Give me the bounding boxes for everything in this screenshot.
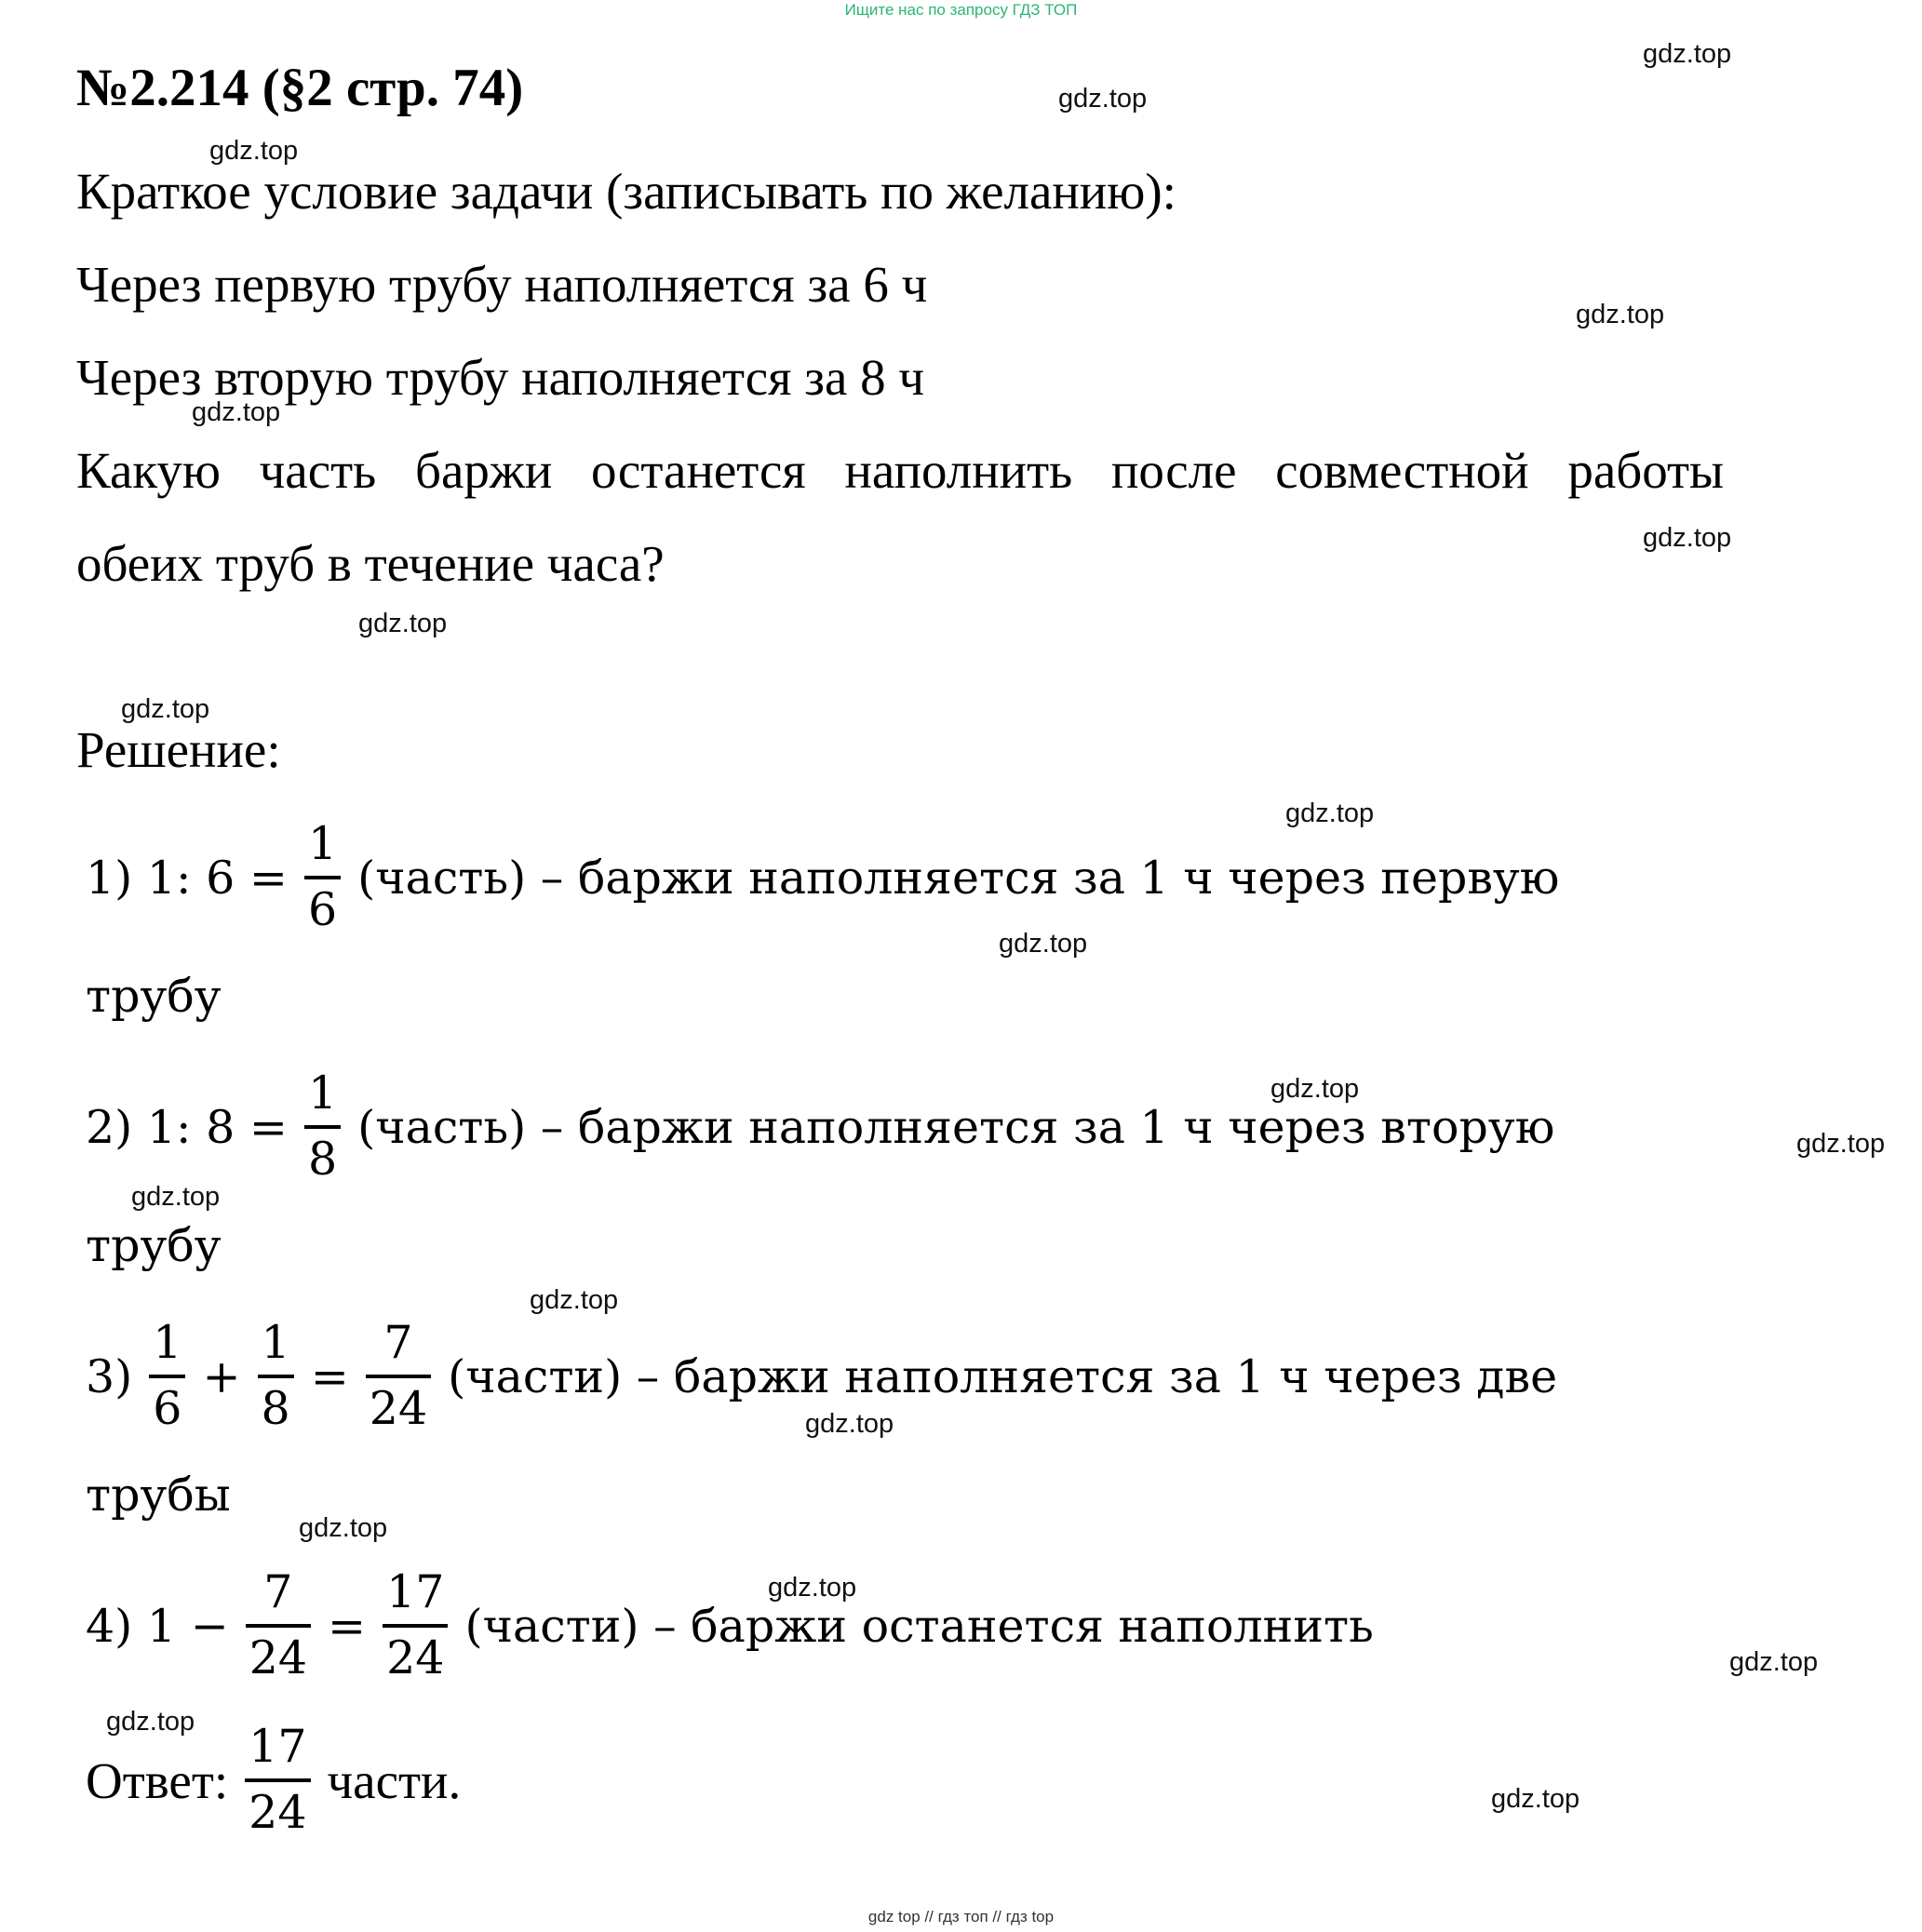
watermark: gdz.top: [530, 1285, 619, 1315]
step-4-fraction-a: [246, 1567, 311, 1684]
step-3-equals: =: [310, 1349, 349, 1403]
solution-step-4: [76, 1556, 1383, 1696]
solution-heading: Решение:: [76, 721, 281, 778]
step-2-denominator: 8: [304, 1125, 341, 1186]
step-3-cont-text: трубы: [86, 1468, 231, 1522]
step-1-cont-text: трубу: [86, 969, 222, 1023]
watermark: gdz.top: [1270, 1074, 1360, 1104]
step-4-equals: =: [328, 1599, 367, 1653]
watermark: gdz.top: [1729, 1647, 1819, 1677]
watermark: gdz.top: [1796, 1129, 1886, 1159]
condition-question-1: Какую часть баржи останется наполнить после совместной работы: [76, 442, 1724, 499]
answer-label: Ответ:: [86, 1751, 229, 1809]
step-4-r-numerator: 17: [386, 1565, 445, 1619]
watermark: gdz.top: [1643, 39, 1732, 69]
step-1-label: 1) 1: 6 =: [86, 851, 288, 905]
step-3-label: 3): [86, 1349, 133, 1403]
step-3-r-numerator: 7: [383, 1316, 413, 1370]
step-3-b-numerator: 1: [261, 1316, 290, 1370]
watermark: gdz.top: [1491, 1784, 1580, 1814]
step-4-r-denominator: 24: [383, 1624, 448, 1684]
watermark: gdz.top: [805, 1409, 894, 1439]
watermark: gdz.top: [209, 136, 299, 166]
watermark: gdz.top: [1643, 523, 1732, 553]
condition-line-1: Через первую трубу наполняется за 6 ч: [76, 256, 928, 313]
answer-numerator: 17: [249, 1720, 307, 1774]
bottom-banner: gdz top // гдз топ // гдз top: [867, 1908, 1055, 1925]
step-3-continuation: [76, 1439, 240, 1550]
condition-line-2: Через вторую трубу наполняется за 8 ч: [76, 349, 925, 406]
watermark: gdz.top: [131, 1182, 221, 1212]
step-3-a-numerator: 1: [153, 1316, 182, 1370]
step-4-label: 4) 1 −: [86, 1599, 229, 1653]
answer-fraction: [245, 1722, 310, 1839]
step-3-b-denominator: 8: [258, 1375, 294, 1435]
answer-text: части.: [327, 1751, 462, 1809]
step-1-denominator: 6: [304, 876, 341, 936]
watermark: gdz.top: [999, 929, 1088, 959]
watermark: gdz.top: [1285, 798, 1375, 828]
step-3-plus: +: [202, 1349, 241, 1403]
step-3-fraction-b: [258, 1318, 294, 1435]
step-4-fraction-result: [383, 1567, 448, 1684]
step-1-continuation: [76, 940, 231, 1052]
step-2-fraction: [304, 1068, 341, 1186]
step-1-text: (часть) – баржи наполняется за 1 ч через первую: [357, 851, 1560, 905]
watermark: gdz.top: [192, 397, 281, 427]
step-3-fraction-a: [149, 1318, 185, 1435]
condition-question-2: обеих труб в течение часа?: [76, 535, 665, 592]
step-3-a-denominator: 6: [149, 1375, 185, 1435]
step-3-text: (части) – баржи наполняется за 1 ч через две: [448, 1349, 1558, 1403]
watermark: gdz.top: [768, 1573, 857, 1603]
watermark: gdz.top: [1058, 84, 1148, 114]
watermark: gdz.top: [358, 609, 448, 638]
top-banner: Ищите нас по запросу ГДЗ ТОП: [844, 1, 1078, 19]
step-4-a-denominator: 24: [246, 1624, 311, 1684]
step-1-fraction: [304, 819, 341, 936]
watermark: gdz.top: [106, 1707, 195, 1737]
page-title: №2.214 (§2 стр. 74): [76, 59, 524, 117]
step-2-text: (часть) – баржи наполняется за 1 ч через вторую: [357, 1100, 1555, 1154]
step-2-label: 2) 1: 8 =: [86, 1100, 288, 1154]
watermark: gdz.top: [121, 694, 210, 724]
answer-denominator: 24: [245, 1778, 310, 1839]
step-4-text: (части) – баржи останется наполнить: [464, 1599, 1374, 1653]
condition-intro: Краткое условие задачи (записывать по желанию):: [76, 163, 1176, 220]
step-2-cont-text: трубу: [86, 1218, 222, 1272]
step-2-numerator: 1: [307, 1067, 338, 1120]
step-4-a-numerator: 7: [263, 1565, 293, 1619]
watermark: gdz.top: [1576, 300, 1665, 329]
watermark: gdz.top: [299, 1513, 388, 1543]
step-1-numerator: 1: [307, 817, 338, 871]
step-3-r-denominator: 24: [366, 1375, 431, 1435]
step-3-fraction-result: [366, 1318, 431, 1435]
